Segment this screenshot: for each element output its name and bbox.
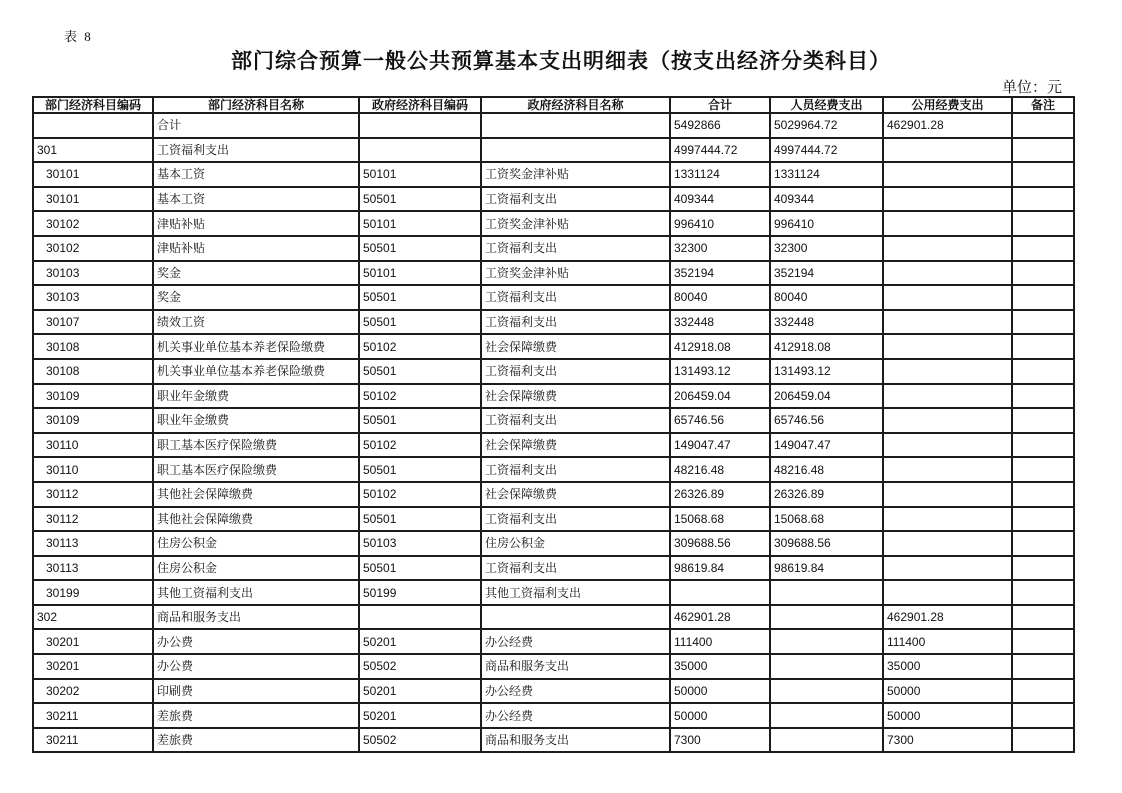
col-header-personnel-expense: 人员经费支出 <box>770 97 883 113</box>
public-expense-cell: 462901.28 <box>883 113 1012 138</box>
gov-econ-name-cell: 工资福利支出 <box>481 556 670 581</box>
public-expense-cell <box>883 482 1012 507</box>
personnel-expense-cell: 131493.12 <box>770 359 883 384</box>
gov-econ-name-cell: 工资福利支出 <box>481 457 670 482</box>
gov-econ-code-cell: 50501 <box>359 408 481 433</box>
total-cell: 996410 <box>670 211 770 236</box>
gov-econ-name-cell: 其他工资福利支出 <box>481 580 670 605</box>
personnel-expense-cell: 996410 <box>770 211 883 236</box>
table-row <box>33 457 1074 482</box>
remark-cell <box>1012 310 1074 335</box>
personnel-expense-cell: 48216.48 <box>770 457 883 482</box>
remark-cell <box>1012 556 1074 581</box>
remark-cell <box>1012 334 1074 359</box>
total-cell: 206459.04 <box>670 384 770 409</box>
gov-econ-code-cell: 50199 <box>359 580 481 605</box>
dept-econ-name-cell: 住房公积金 <box>153 531 359 556</box>
dept-econ-code-cell: 302 <box>33 605 153 630</box>
personnel-expense-cell <box>770 629 883 654</box>
personnel-expense-cell: 80040 <box>770 285 883 310</box>
dept-econ-name-cell: 印刷费 <box>153 679 359 704</box>
total-cell: 5492866 <box>670 113 770 138</box>
total-cell: 15068.68 <box>670 507 770 532</box>
gov-econ-code-cell <box>359 605 481 630</box>
remark-cell <box>1012 211 1074 236</box>
gov-econ-code-cell: 50501 <box>359 359 481 384</box>
gov-econ-name-cell: 社会保障缴费 <box>481 384 670 409</box>
remark-cell <box>1012 457 1074 482</box>
table-row <box>33 531 1074 556</box>
total-cell: 412918.08 <box>670 334 770 359</box>
gov-econ-name-cell: 工资福利支出 <box>481 236 670 261</box>
dept-econ-code-cell: 30201 <box>33 654 153 679</box>
table-row <box>33 654 1074 679</box>
dept-econ-code-cell: 30202 <box>33 679 153 704</box>
gov-econ-code-cell: 50101 <box>359 261 481 286</box>
dept-econ-code-cell: 30112 <box>33 482 153 507</box>
personnel-expense-cell: 409344 <box>770 187 883 212</box>
col-header-gov-econ-name: 政府经济科目名称 <box>481 97 670 113</box>
table-row <box>33 433 1074 458</box>
table-row <box>33 408 1074 433</box>
gov-econ-name-cell: 办公经费 <box>481 629 670 654</box>
dept-econ-code-cell: 301 <box>33 138 153 163</box>
public-expense-cell: 50000 <box>883 679 1012 704</box>
gov-econ-name-cell: 商品和服务支出 <box>481 728 670 753</box>
public-expense-cell <box>883 359 1012 384</box>
gov-econ-code-cell: 50201 <box>359 703 481 728</box>
public-expense-cell <box>883 261 1012 286</box>
dept-econ-name-cell: 其他社会保障缴费 <box>153 507 359 532</box>
gov-econ-name-cell: 工资福利支出 <box>481 359 670 384</box>
remark-cell <box>1012 629 1074 654</box>
remark-cell <box>1012 113 1074 138</box>
personnel-expense-cell: 15068.68 <box>770 507 883 532</box>
gov-econ-name-cell <box>481 605 670 630</box>
gov-econ-code-cell <box>359 138 481 163</box>
dept-econ-code-cell: 30211 <box>33 728 153 753</box>
gov-econ-code-cell: 50501 <box>359 236 481 261</box>
gov-econ-code-cell: 50102 <box>359 384 481 409</box>
dept-econ-code-cell: 30101 <box>33 162 153 187</box>
table-row <box>33 162 1074 187</box>
gov-econ-code-cell: 50502 <box>359 654 481 679</box>
dept-econ-name-cell: 奖金 <box>153 285 359 310</box>
total-cell: 50000 <box>670 679 770 704</box>
personnel-expense-cell <box>770 703 883 728</box>
dept-econ-name-cell: 合计 <box>153 113 359 138</box>
gov-econ-code-cell: 50102 <box>359 482 481 507</box>
public-expense-cell: 7300 <box>883 728 1012 753</box>
gov-econ-code-cell: 50501 <box>359 556 481 581</box>
dept-econ-code-cell: 30102 <box>33 211 153 236</box>
remark-cell <box>1012 507 1074 532</box>
gov-econ-code-cell: 50501 <box>359 457 481 482</box>
dept-econ-name-cell: 机关事业单位基本养老保险缴费 <box>153 334 359 359</box>
dept-econ-name-cell: 其他工资福利支出 <box>153 580 359 605</box>
table-row <box>33 629 1074 654</box>
table-row <box>33 261 1074 286</box>
total-cell: 4997444.72 <box>670 138 770 163</box>
remark-cell <box>1012 384 1074 409</box>
gov-econ-name-cell: 工资福利支出 <box>481 507 670 532</box>
personnel-expense-cell <box>770 728 883 753</box>
dept-econ-name-cell: 商品和服务支出 <box>153 605 359 630</box>
public-expense-cell: 35000 <box>883 654 1012 679</box>
gov-econ-name-cell: 住房公积金 <box>481 531 670 556</box>
total-cell: 1331124 <box>670 162 770 187</box>
table-row <box>33 482 1074 507</box>
gov-econ-code-cell: 50501 <box>359 507 481 532</box>
dept-econ-code-cell: 30108 <box>33 359 153 384</box>
gov-econ-name-cell: 社会保障缴费 <box>481 482 670 507</box>
page-title: 部门综合预算一般公共预算基本支出明细表（按支出经济分类科目） <box>231 50 891 73</box>
dept-econ-code-cell: 30113 <box>33 556 153 581</box>
table-row <box>33 556 1074 581</box>
gov-econ-code-cell: 50103 <box>359 531 481 556</box>
personnel-expense-cell: 149047.47 <box>770 433 883 458</box>
remark-cell <box>1012 359 1074 384</box>
dept-econ-code-cell: 30103 <box>33 261 153 286</box>
remark-cell <box>1012 728 1074 753</box>
gov-econ-name-cell: 社会保障缴费 <box>481 334 670 359</box>
dept-econ-code-cell: 30107 <box>33 310 153 335</box>
personnel-expense-cell: 26326.89 <box>770 482 883 507</box>
remark-cell <box>1012 482 1074 507</box>
gov-econ-name-cell: 工资奖金津补贴 <box>481 162 670 187</box>
table-row <box>33 580 1074 605</box>
total-cell: 35000 <box>670 654 770 679</box>
public-expense-cell <box>883 187 1012 212</box>
gov-econ-code-cell: 50501 <box>359 187 481 212</box>
personnel-expense-cell: 206459.04 <box>770 384 883 409</box>
table-row <box>33 310 1074 335</box>
dept-econ-code-cell <box>33 113 153 138</box>
public-expense-cell: 50000 <box>883 703 1012 728</box>
total-cell: 409344 <box>670 187 770 212</box>
public-expense-cell <box>883 236 1012 261</box>
personnel-expense-cell <box>770 679 883 704</box>
unit-label: 单位：元 <box>1001 80 1062 96</box>
total-cell: 98619.84 <box>670 556 770 581</box>
dept-econ-code-cell: 30102 <box>33 236 153 261</box>
col-header-total: 合计 <box>670 97 770 113</box>
public-expense-cell <box>883 138 1012 163</box>
public-expense-cell: 111400 <box>883 629 1012 654</box>
gov-econ-name-cell: 办公经费 <box>481 703 670 728</box>
personnel-expense-cell: 98619.84 <box>770 556 883 581</box>
remark-cell <box>1012 580 1074 605</box>
public-expense-cell <box>883 531 1012 556</box>
budget-table <box>32 96 1075 753</box>
total-cell: 50000 <box>670 703 770 728</box>
total-cell: 131493.12 <box>670 359 770 384</box>
dept-econ-name-cell: 其他社会保障缴费 <box>153 482 359 507</box>
gov-econ-name-cell: 工资福利支出 <box>481 408 670 433</box>
dept-econ-name-cell: 职业年金缴费 <box>153 384 359 409</box>
dept-econ-name-cell: 差旅费 <box>153 728 359 753</box>
personnel-expense-cell: 5029964.72 <box>770 113 883 138</box>
public-expense-cell <box>883 162 1012 187</box>
gov-econ-code-cell: 50102 <box>359 334 481 359</box>
total-cell: 462901.28 <box>670 605 770 630</box>
table-row <box>33 507 1074 532</box>
public-expense-cell <box>883 334 1012 359</box>
remark-cell <box>1012 433 1074 458</box>
dept-econ-name-cell: 津贴补贴 <box>153 211 359 236</box>
table-row <box>33 703 1074 728</box>
dept-econ-name-cell: 工资福利支出 <box>153 138 359 163</box>
public-expense-cell <box>883 310 1012 335</box>
public-expense-cell <box>883 433 1012 458</box>
gov-econ-name-cell: 工资福利支出 <box>481 285 670 310</box>
remark-cell <box>1012 531 1074 556</box>
dept-econ-name-cell: 职业年金缴费 <box>153 408 359 433</box>
table-row <box>33 187 1074 212</box>
personnel-expense-cell: 412918.08 <box>770 334 883 359</box>
gov-econ-code-cell: 50201 <box>359 629 481 654</box>
public-expense-cell <box>883 580 1012 605</box>
personnel-expense-cell: 309688.56 <box>770 531 883 556</box>
remark-cell <box>1012 285 1074 310</box>
table-row <box>33 359 1074 384</box>
gov-econ-code-cell: 50201 <box>359 679 481 704</box>
public-expense-cell <box>883 556 1012 581</box>
total-cell: 26326.89 <box>670 482 770 507</box>
public-expense-cell <box>883 285 1012 310</box>
total-cell: 111400 <box>670 629 770 654</box>
public-expense-cell <box>883 408 1012 433</box>
dept-econ-name-cell: 津贴补贴 <box>153 236 359 261</box>
dept-econ-code-cell: 30201 <box>33 629 153 654</box>
personnel-expense-cell: 352194 <box>770 261 883 286</box>
personnel-expense-cell: 332448 <box>770 310 883 335</box>
dept-econ-name-cell: 差旅费 <box>153 703 359 728</box>
public-expense-cell <box>883 384 1012 409</box>
personnel-expense-cell <box>770 654 883 679</box>
remark-cell <box>1012 187 1074 212</box>
table-body <box>33 113 1074 752</box>
dept-econ-name-cell: 基本工资 <box>153 187 359 212</box>
personnel-expense-cell: 32300 <box>770 236 883 261</box>
gov-econ-code-cell: 50501 <box>359 285 481 310</box>
gov-econ-name-cell: 社会保障缴费 <box>481 433 670 458</box>
total-cell: 352194 <box>670 261 770 286</box>
remark-cell <box>1012 654 1074 679</box>
table-row <box>33 211 1074 236</box>
gov-econ-name-cell: 商品和服务支出 <box>481 654 670 679</box>
public-expense-cell: 462901.28 <box>883 605 1012 630</box>
dept-econ-code-cell: 30109 <box>33 384 153 409</box>
table-row <box>33 236 1074 261</box>
sheet-number-label: 表 8 <box>64 29 93 44</box>
gov-econ-code-cell: 50502 <box>359 728 481 753</box>
dept-econ-code-cell: 30109 <box>33 408 153 433</box>
dept-econ-name-cell: 办公费 <box>153 654 359 679</box>
gov-econ-name-cell: 工资福利支出 <box>481 310 670 335</box>
dept-econ-code-cell: 30110 <box>33 433 153 458</box>
remark-cell <box>1012 679 1074 704</box>
personnel-expense-cell: 4997444.72 <box>770 138 883 163</box>
dept-econ-name-cell: 职工基本医疗保险缴费 <box>153 457 359 482</box>
table-row <box>33 384 1074 409</box>
gov-econ-code-cell: 50101 <box>359 211 481 236</box>
dept-econ-code-cell: 30112 <box>33 507 153 532</box>
total-cell: 7300 <box>670 728 770 753</box>
public-expense-cell <box>883 507 1012 532</box>
dept-econ-name-cell: 职工基本医疗保险缴费 <box>153 433 359 458</box>
dept-econ-code-cell: 30101 <box>33 187 153 212</box>
gov-econ-name-cell: 工资福利支出 <box>481 187 670 212</box>
dept-econ-name-cell: 住房公积金 <box>153 556 359 581</box>
personnel-expense-cell: 1331124 <box>770 162 883 187</box>
dept-econ-code-cell: 30211 <box>33 703 153 728</box>
table-row <box>33 679 1074 704</box>
gov-econ-name-cell <box>481 138 670 163</box>
col-header-dept-econ-name: 部门经济科目名称 <box>153 97 359 113</box>
gov-econ-code-cell: 50101 <box>359 162 481 187</box>
gov-econ-name-cell <box>481 113 670 138</box>
dept-econ-code-cell: 30103 <box>33 285 153 310</box>
personnel-expense-cell: 65746.56 <box>770 408 883 433</box>
remark-cell <box>1012 261 1074 286</box>
remark-cell <box>1012 162 1074 187</box>
total-cell: 80040 <box>670 285 770 310</box>
total-cell <box>670 580 770 605</box>
dept-econ-name-cell: 办公费 <box>153 629 359 654</box>
public-expense-cell <box>883 211 1012 236</box>
dept-econ-name-cell: 机关事业单位基本养老保险缴费 <box>153 359 359 384</box>
gov-econ-name-cell: 办公经费 <box>481 679 670 704</box>
dept-econ-name-cell: 绩效工资 <box>153 310 359 335</box>
table-row <box>33 113 1074 138</box>
table-header-row <box>33 97 1074 113</box>
dept-econ-name-cell: 奖金 <box>153 261 359 286</box>
dept-econ-code-cell: 30113 <box>33 531 153 556</box>
dept-econ-code-cell: 30108 <box>33 334 153 359</box>
total-cell: 332448 <box>670 310 770 335</box>
col-header-public-expense: 公用经费支出 <box>883 97 1012 113</box>
total-cell: 65746.56 <box>670 408 770 433</box>
remark-cell <box>1012 605 1074 630</box>
gov-econ-code-cell: 50501 <box>359 310 481 335</box>
col-header-gov-econ-code: 政府经济科目编码 <box>359 97 481 113</box>
total-cell: 149047.47 <box>670 433 770 458</box>
table-row <box>33 138 1074 163</box>
table-row <box>33 728 1074 753</box>
col-header-remark: 备注 <box>1012 97 1074 113</box>
gov-econ-code-cell: 50102 <box>359 433 481 458</box>
gov-econ-code-cell <box>359 113 481 138</box>
table-row <box>33 285 1074 310</box>
remark-cell <box>1012 703 1074 728</box>
remark-cell <box>1012 138 1074 163</box>
col-header-dept-econ-code: 部门经济科目编码 <box>33 97 153 113</box>
personnel-expense-cell <box>770 580 883 605</box>
dept-econ-name-cell: 基本工资 <box>153 162 359 187</box>
remark-cell <box>1012 408 1074 433</box>
gov-econ-name-cell: 工资奖金津补贴 <box>481 211 670 236</box>
remark-cell <box>1012 236 1074 261</box>
public-expense-cell <box>883 457 1012 482</box>
total-cell: 32300 <box>670 236 770 261</box>
total-cell: 309688.56 <box>670 531 770 556</box>
dept-econ-code-cell: 30110 <box>33 457 153 482</box>
dept-econ-code-cell: 30199 <box>33 580 153 605</box>
table-row <box>33 605 1074 630</box>
gov-econ-name-cell: 工资奖金津补贴 <box>481 261 670 286</box>
personnel-expense-cell <box>770 605 883 630</box>
total-cell: 48216.48 <box>670 457 770 482</box>
table-row <box>33 334 1074 359</box>
